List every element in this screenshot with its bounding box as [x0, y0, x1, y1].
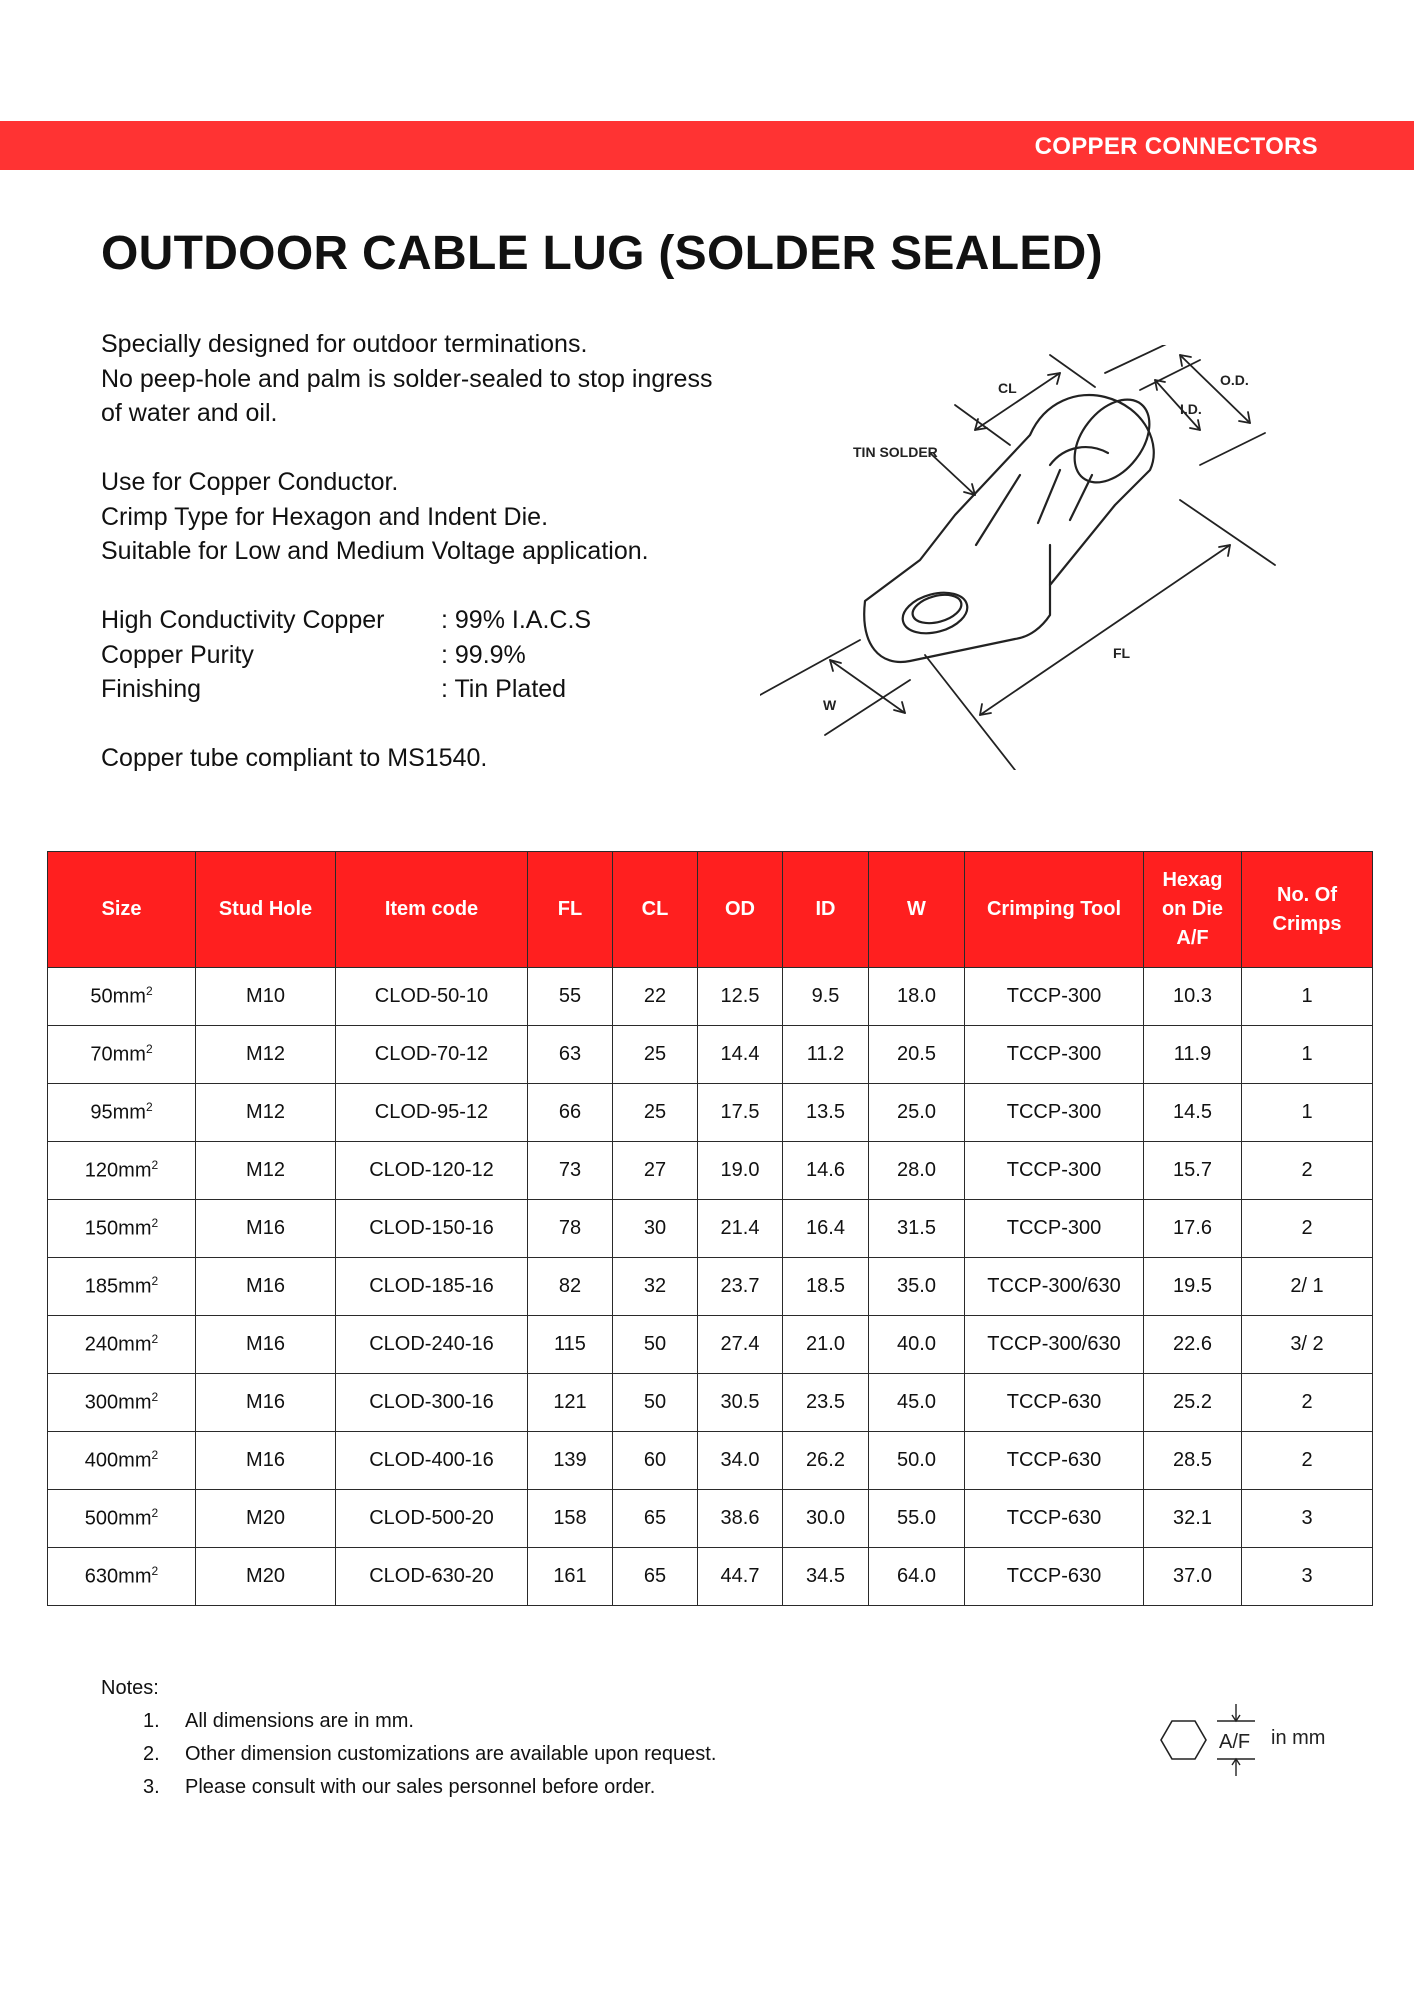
- cell-item-code: CLOD-70-12: [336, 1026, 528, 1084]
- size-unit-exponent: 2: [151, 1506, 159, 1521]
- size-value: 300: [84, 1391, 119, 1414]
- cell-af: 22.6: [1144, 1316, 1242, 1374]
- note-item: [101, 1771, 716, 1804]
- af-label: A/F: [1219, 1731, 1251, 1753]
- cell-w: 28.0: [869, 1142, 965, 1200]
- cell-size: [48, 1142, 196, 1200]
- cell-size: [48, 1490, 196, 1548]
- cell-size: [48, 1548, 196, 1606]
- cell-cl: 30: [613, 1200, 698, 1258]
- cell-tool: TCCP-630: [965, 1490, 1144, 1548]
- cell-id: 34.5: [783, 1548, 869, 1606]
- usage-line: Suitable for Low and Medium Voltage application.: [101, 537, 649, 565]
- cell-item-code: CLOD-120-12: [336, 1142, 528, 1200]
- cell-af: 28.5: [1144, 1432, 1242, 1490]
- size-unit: mm: [112, 985, 146, 1008]
- cell-tool: TCCP-300: [965, 1200, 1144, 1258]
- cell-size: [48, 1026, 196, 1084]
- cell-item-code: CLOD-300-16: [336, 1374, 528, 1432]
- cell-af: 19.5: [1144, 1258, 1242, 1316]
- usage-line: Crimp Type for Hexagon and Indent Die.: [101, 502, 549, 531]
- cell-item-code: CLOD-50-10: [336, 968, 528, 1026]
- table-row: [48, 1258, 1373, 1316]
- cell-af: 10.3: [1144, 968, 1242, 1026]
- cell-af: 11.9: [1144, 1026, 1242, 1084]
- cell-cl: 60: [613, 1432, 698, 1490]
- size-value: 400: [84, 1449, 119, 1472]
- note-text: All dimensions are in mm.: [185, 1710, 414, 1732]
- cell-cl: 65: [613, 1490, 698, 1548]
- column-header: [48, 852, 196, 968]
- notes-heading: Notes:: [101, 1677, 159, 1699]
- cell-fl: 139: [528, 1432, 613, 1490]
- column-header-line: ID: [815, 898, 836, 920]
- cell-size: [48, 968, 196, 1026]
- size-unit: mm: [118, 1449, 152, 1472]
- cell-fl: 115: [528, 1316, 613, 1374]
- cell-od: 30.5: [698, 1374, 783, 1432]
- cell-tool: TCCP-300/630: [965, 1316, 1144, 1374]
- column-header-line: OD: [725, 898, 755, 920]
- cell-crimps: 1: [1242, 1026, 1373, 1084]
- cell-af: 37.0: [1144, 1548, 1242, 1606]
- compliance-line: Copper tube compliant to MS1540.: [101, 744, 488, 772]
- cell-stud-hole: M16: [196, 1374, 336, 1432]
- cell-w: 55.0: [869, 1490, 965, 1548]
- description-line: No peep-hole and palm is solder-sealed to stop ingress: [101, 364, 713, 393]
- size-value: 50: [90, 985, 113, 1008]
- cl-label: CL: [998, 380, 1017, 396]
- cell-af: 14.5: [1144, 1084, 1242, 1142]
- spec-value: : 99% I.A.C.S: [441, 606, 592, 634]
- column-header-line: Hexag: [1162, 869, 1223, 891]
- column-header: [196, 852, 336, 968]
- cell-stud-hole: M16: [196, 1432, 336, 1490]
- cell-w: 50.0: [869, 1432, 965, 1490]
- cell-stud-hole: M10: [196, 968, 336, 1026]
- column-header: [528, 852, 613, 968]
- note-text: Other dimension customizations are available upon request.: [185, 1743, 717, 1765]
- size-unit-exponent: 2: [151, 1216, 159, 1231]
- cell-stud-hole: M12: [196, 1026, 336, 1084]
- table-row: [48, 968, 1373, 1026]
- note-number: 3.: [143, 1776, 160, 1798]
- table-row: [48, 1142, 1373, 1200]
- size-unit: mm: [118, 1565, 152, 1588]
- notes-section: [101, 1672, 716, 1804]
- column-header-line: CL: [641, 898, 669, 920]
- header-banner: [0, 121, 1414, 170]
- table-header-row: [48, 852, 1373, 968]
- cell-id: 11.2: [783, 1026, 869, 1084]
- cell-cl: 65: [613, 1548, 698, 1606]
- cell-cl: 25: [613, 1084, 698, 1142]
- cell-item-code: CLOD-95-12: [336, 1084, 528, 1142]
- size-unit-exponent: 2: [151, 1564, 159, 1579]
- column-header: [1242, 852, 1373, 968]
- cell-fl: 73: [528, 1142, 613, 1200]
- cell-w: 45.0: [869, 1374, 965, 1432]
- cell-w: 40.0: [869, 1316, 965, 1374]
- cell-crimps: 1: [1242, 968, 1373, 1026]
- size-unit: mm: [118, 1391, 152, 1414]
- cell-tool: TCCP-300: [965, 1026, 1144, 1084]
- column-header-line: Item code: [384, 898, 479, 920]
- description-line: of water and oil.: [101, 399, 278, 427]
- cell-tool: TCCP-300: [965, 968, 1144, 1026]
- cell-cl: 32: [613, 1258, 698, 1316]
- cell-fl: 121: [528, 1374, 613, 1432]
- af-unit: in mm: [1271, 1727, 1326, 1749]
- cell-stud-hole: M16: [196, 1258, 336, 1316]
- page-title: OUTDOOR CABLE LUG (SOLDER SEALED): [101, 227, 1103, 280]
- size-unit: mm: [118, 1275, 152, 1298]
- notes-list: [101, 1705, 716, 1804]
- spec-row: [101, 672, 801, 707]
- note-text: Please consult with our sales personnel before order.: [185, 1776, 656, 1798]
- cell-cl: 50: [613, 1374, 698, 1432]
- cell-cl: 25: [613, 1026, 698, 1084]
- cell-id: 9.5: [783, 968, 869, 1026]
- cell-cl: 27: [613, 1142, 698, 1200]
- column-header: [783, 852, 869, 968]
- size-unit-exponent: 2: [145, 984, 153, 999]
- table-row: [48, 1200, 1373, 1258]
- table-row: [48, 1432, 1373, 1490]
- cable-lug-diagram: [760, 345, 1320, 770]
- column-header-line: Crimps: [1272, 912, 1342, 935]
- table-row: [48, 1374, 1373, 1432]
- size-unit-exponent: 2: [145, 1100, 153, 1115]
- column-header: [869, 852, 965, 968]
- cell-crimps: 3: [1242, 1548, 1373, 1606]
- cell-crimps: 2: [1242, 1142, 1373, 1200]
- cell-id: 16.4: [783, 1200, 869, 1258]
- column-header: [965, 852, 1144, 968]
- column-header: [613, 852, 698, 968]
- cell-fl: 63: [528, 1026, 613, 1084]
- table-row: [48, 1548, 1373, 1606]
- note-number: 1.: [143, 1710, 160, 1732]
- cell-tool: TCCP-300/630: [965, 1258, 1144, 1316]
- cell-stud-hole: M12: [196, 1142, 336, 1200]
- cell-tool: TCCP-300: [965, 1084, 1144, 1142]
- size-value: 240: [84, 1333, 119, 1356]
- spec-row: [101, 603, 801, 638]
- intro-section: [101, 327, 801, 776]
- cell-item-code: CLOD-630-20: [336, 1548, 528, 1606]
- column-header-line: No. Of: [1277, 883, 1337, 906]
- column-header: [336, 852, 528, 968]
- table-row: [48, 1316, 1373, 1374]
- spec-value: : Tin Plated: [441, 675, 567, 703]
- cell-fl: 158: [528, 1490, 613, 1548]
- size-unit-exponent: 2: [151, 1332, 159, 1347]
- usage-line: Use for Copper Conductor.: [101, 468, 399, 496]
- cell-cl: 50: [613, 1316, 698, 1374]
- cell-fl: 161: [528, 1548, 613, 1606]
- size-unit-exponent: 2: [151, 1274, 159, 1289]
- column-header-line: FL: [557, 898, 583, 920]
- cell-od: 44.7: [698, 1548, 783, 1606]
- cell-od: 23.7: [698, 1258, 783, 1316]
- category-label: COPPER CONNECTORS: [1034, 133, 1318, 160]
- hexagon-icon: [1161, 1721, 1206, 1759]
- cell-stud-hole: M16: [196, 1316, 336, 1374]
- cell-od: 38.6: [698, 1490, 783, 1548]
- size-value: 70: [90, 1043, 113, 1066]
- cell-od: 21.4: [698, 1200, 783, 1258]
- column-header-line: Crimping Tool: [986, 898, 1122, 920]
- cell-item-code: CLOD-150-16: [336, 1200, 528, 1258]
- af-legend: [1155, 1700, 1355, 1780]
- cell-stud-hole: M20: [196, 1490, 336, 1548]
- column-header-line: W: [907, 898, 926, 920]
- column-header: [1144, 852, 1242, 968]
- cell-w: 18.0: [869, 968, 965, 1026]
- cell-stud-hole: M20: [196, 1548, 336, 1606]
- table-row: [48, 1490, 1373, 1548]
- cell-stud-hole: M16: [196, 1200, 336, 1258]
- fl-label: FL: [1113, 645, 1131, 661]
- size-unit: mm: [118, 1159, 152, 1182]
- spec-label: Copper Purity: [101, 640, 254, 669]
- cell-od: 34.0: [698, 1432, 783, 1490]
- cell-tool: TCCP-300: [965, 1142, 1144, 1200]
- note-number: 2.: [143, 1743, 160, 1765]
- cell-size: [48, 1374, 196, 1432]
- size-unit: mm: [118, 1333, 152, 1356]
- cell-od: 12.5: [698, 968, 783, 1026]
- size-unit-exponent: 2: [145, 1042, 153, 1057]
- cell-stud-hole: M12: [196, 1084, 336, 1142]
- cell-item-code: CLOD-500-20: [336, 1490, 528, 1548]
- cell-af: 17.6: [1144, 1200, 1242, 1258]
- column-header-line: Stud Hole: [218, 898, 313, 920]
- note-item: [101, 1738, 716, 1771]
- cell-crimps: 1: [1242, 1084, 1373, 1142]
- cell-w: 31.5: [869, 1200, 965, 1258]
- cell-w: 20.5: [869, 1026, 965, 1084]
- id-label: I.D.: [1180, 401, 1202, 417]
- column-header-line: Size: [101, 898, 142, 920]
- cell-size: [48, 1258, 196, 1316]
- spec-value: : 99.9%: [441, 640, 526, 669]
- od-label: O.D.: [1220, 372, 1249, 388]
- cell-id: 30.0: [783, 1490, 869, 1548]
- size-value: 120: [84, 1159, 119, 1182]
- cell-od: 17.5: [698, 1084, 783, 1142]
- size-unit-exponent: 2: [151, 1390, 159, 1405]
- cell-fl: 78: [528, 1200, 613, 1258]
- cell-size: [48, 1432, 196, 1490]
- table-row: [48, 1084, 1373, 1142]
- cell-crimps: 2: [1242, 1200, 1373, 1258]
- cell-od: 27.4: [698, 1316, 783, 1374]
- size-unit: mm: [112, 1101, 146, 1124]
- cell-id: 18.5: [783, 1258, 869, 1316]
- cell-w: 35.0: [869, 1258, 965, 1316]
- description-line: Specially designed for outdoor terminations.: [101, 330, 588, 358]
- cell-crimps: 3: [1242, 1490, 1373, 1548]
- column-header-line: on Die: [1161, 898, 1224, 920]
- cell-fl: 55: [528, 968, 613, 1026]
- size-value: 95: [90, 1101, 113, 1124]
- cell-od: 19.0: [698, 1142, 783, 1200]
- cell-od: 14.4: [698, 1026, 783, 1084]
- cell-id: 13.5: [783, 1084, 869, 1142]
- cell-w: 25.0: [869, 1084, 965, 1142]
- cell-fl: 66: [528, 1084, 613, 1142]
- lug-body: [864, 395, 1154, 662]
- size-value: 185: [84, 1275, 119, 1298]
- tin-solder-label: TIN SOLDER: [853, 444, 938, 460]
- column-header: [698, 852, 783, 968]
- cell-crimps: 2: [1242, 1432, 1373, 1490]
- spec-row: [101, 638, 801, 673]
- cell-size: [48, 1200, 196, 1258]
- size-unit: mm: [118, 1507, 152, 1530]
- cell-af: 25.2: [1144, 1374, 1242, 1432]
- cell-size: [48, 1316, 196, 1374]
- cell-item-code: CLOD-400-16: [336, 1432, 528, 1490]
- w-label: W: [823, 697, 837, 713]
- cell-tool: TCCP-630: [965, 1374, 1144, 1432]
- spec-label: Finishing: [101, 675, 202, 703]
- cell-item-code: CLOD-185-16: [336, 1258, 528, 1316]
- note-item: [101, 1705, 716, 1738]
- cell-id: 23.5: [783, 1374, 869, 1432]
- cell-cl: 22: [613, 968, 698, 1026]
- palm-hole: [898, 586, 972, 640]
- cell-w: 64.0: [869, 1548, 965, 1606]
- barrel-opening: [1059, 385, 1164, 496]
- cell-crimps: 2/ 1: [1242, 1258, 1373, 1316]
- cell-item-code: CLOD-240-16: [336, 1316, 528, 1374]
- cell-fl: 82: [528, 1258, 613, 1316]
- table-row: [48, 1026, 1373, 1084]
- cell-size: [48, 1084, 196, 1142]
- size-unit: mm: [112, 1043, 146, 1066]
- cell-af: 15.7: [1144, 1142, 1242, 1200]
- size-value: 500: [84, 1507, 119, 1530]
- size-value: 630: [84, 1565, 119, 1588]
- cell-id: 21.0: [783, 1316, 869, 1374]
- spec-label: High Conductivity Copper: [101, 606, 385, 634]
- size-unit-exponent: 2: [151, 1158, 159, 1173]
- cell-af: 32.1: [1144, 1490, 1242, 1548]
- spec-table: [47, 851, 1373, 1606]
- column-header-line: A/F: [1176, 927, 1209, 949]
- cell-tool: TCCP-630: [965, 1548, 1144, 1606]
- size-unit-exponent: 2: [151, 1448, 159, 1463]
- size-value: 150: [84, 1217, 119, 1240]
- cell-crimps: 3/ 2: [1242, 1316, 1373, 1374]
- cell-tool: TCCP-630: [965, 1432, 1144, 1490]
- size-unit: mm: [118, 1217, 152, 1240]
- cell-id: 26.2: [783, 1432, 869, 1490]
- cell-crimps: 2: [1242, 1374, 1373, 1432]
- cell-id: 14.6: [783, 1142, 869, 1200]
